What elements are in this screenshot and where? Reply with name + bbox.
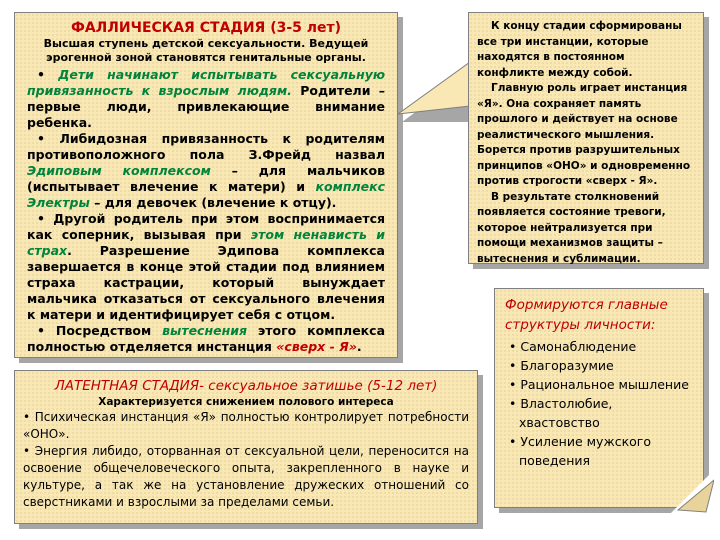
phallic-item-1 — [27, 67, 385, 131]
callout-paragraph-1: К концу стадии сформированы все три инстанции, которые находятся в постоянном конфликте между собой. — [477, 20, 682, 79]
bullet-icon: • — [37, 67, 59, 82]
callout-pointer — [398, 62, 470, 152]
bullet-icon: • — [37, 211, 54, 226]
latent-subtitle: Характеризуется снижением полового интереса — [98, 396, 394, 408]
latent-title-rest: - сексуальное затишье (5-12 лет) — [199, 378, 438, 394]
bullet-icon: • — [23, 444, 35, 458]
phallic-item-3-text-a: Другой родитель при этом воспринимается как соперник, вызывая при — [27, 211, 386, 242]
phallic-item-2 — [27, 131, 385, 211]
list-item-text: Усиление мужского поведения — [519, 434, 651, 468]
phallic-item-2-text-a: Либидозная привязанность к родителям противоположного пола З.Фрейд назвал — [27, 131, 385, 162]
list-item: • Самонаблюдение — [509, 339, 637, 354]
page-fold-corner — [666, 470, 714, 518]
phallic-title: ФАЛЛИЧЕСКАЯ СТАДИЯ (3-5 лет) — [70, 20, 342, 36]
phallic-subtitle-1: Высшая ступень детской сексуальности. Ведущей — [43, 37, 369, 50]
phallic-item-3-text-b: . Разрешение Эдипова комплекса завершается в конце этой стадии под влиянием страха кастрации, который вынуждает мальчика отказаться от сексуального влечения к матери и идентифицирует себя с отцом. — [27, 243, 385, 322]
phallic-item-4-superego: «сверх - Я» — [276, 339, 357, 354]
list-item: • Благоразумие — [509, 358, 614, 373]
phallic-item-4 — [27, 323, 385, 355]
phallic-item-2-highlight-1: Эдиповым комплексом — [27, 163, 211, 178]
list-item-text: Самонаблюдение — [520, 339, 637, 354]
latent-title-name: ЛАТЕНТНАЯ СТАДИЯ — [54, 378, 200, 394]
latent-item-1-text: Психическая инстанция «Я» полностью контролирует потребности «ОНО». — [23, 410, 469, 441]
phallic-item-4-text-b: этого комплекса полностью отделяется инстанция — [27, 323, 386, 354]
callout-paragraph-3: В результате столкновений появляется состояние тревоги, которое нейтрализуется при помощи механизмов защиты – вытеснения и сублимации. — [477, 190, 666, 265]
phallic-item-2-text-c: – для девочек (влечение к отцу). — [89, 195, 337, 210]
phallic-item-4-text-a: Посредством — [55, 323, 163, 338]
list-item-text: Благоразумие — [520, 358, 614, 373]
latent-item-1 — [23, 409, 469, 443]
bullet-icon: • — [37, 323, 56, 338]
structures-title: Формируются главные структуры личности: — [505, 297, 668, 333]
phallic-item-2-highlight-2: комплекс Электры — [27, 179, 385, 210]
phallic-subtitle-2: эрогенной зоной становятся генитальные органы. — [46, 51, 366, 64]
bullet-icon: • — [37, 131, 60, 146]
phallic-stage-box — [14, 12, 398, 358]
phallic-item-4-text-c: . — [356, 339, 362, 354]
callout-paragraph-2: Главную роль играет инстанция «Я». Она сохраняет память прошлого и действует на основе реалистического мышления. Борется против разрушительных принципов «ОНО» и одновременно против строгости «сверх - Я». — [477, 82, 691, 187]
phallic-item-2-text-b: – для мальчиков (испытывает влечение к матери) и — [27, 163, 385, 194]
phallic-item-1-highlight: Дети начинают испытывать сексуальную привязанность к взрослым людям. — [27, 67, 386, 98]
latent-item-2 — [23, 443, 469, 511]
latent-title — [23, 377, 469, 395]
list-item-text: Рациональное мышление — [520, 377, 689, 392]
list-item: • Усиление мужского поведения — [509, 434, 651, 468]
list-item: • Рациональное мышление — [509, 377, 689, 392]
phallic-item-1-text: Родители – первые люди, привлекающие внимание ребенка. — [27, 83, 385, 130]
latent-item-2-text: Энергия либидо, оторванная от сексуальной цели, переносится на освоение общечеловеческого опыта, закрепленного в науке и культуре, а так же на установление дружеских отношений со сверстниками и взрослыми за пределами семьи. — [23, 444, 469, 509]
phallic-item-3-highlight: этом ненависть и страх — [27, 227, 385, 258]
phallic-item-4-highlight: вытеснения — [162, 323, 247, 338]
bullet-icon: • — [23, 410, 35, 424]
structures-list — [505, 337, 693, 470]
list-item: • Властолюбие, хвастовство — [509, 396, 613, 430]
list-item-text: Властолюбие, хвастовство — [519, 396, 613, 430]
phallic-item-3 — [27, 211, 385, 323]
latent-stage-box — [14, 370, 478, 524]
instances-callout — [468, 12, 704, 264]
